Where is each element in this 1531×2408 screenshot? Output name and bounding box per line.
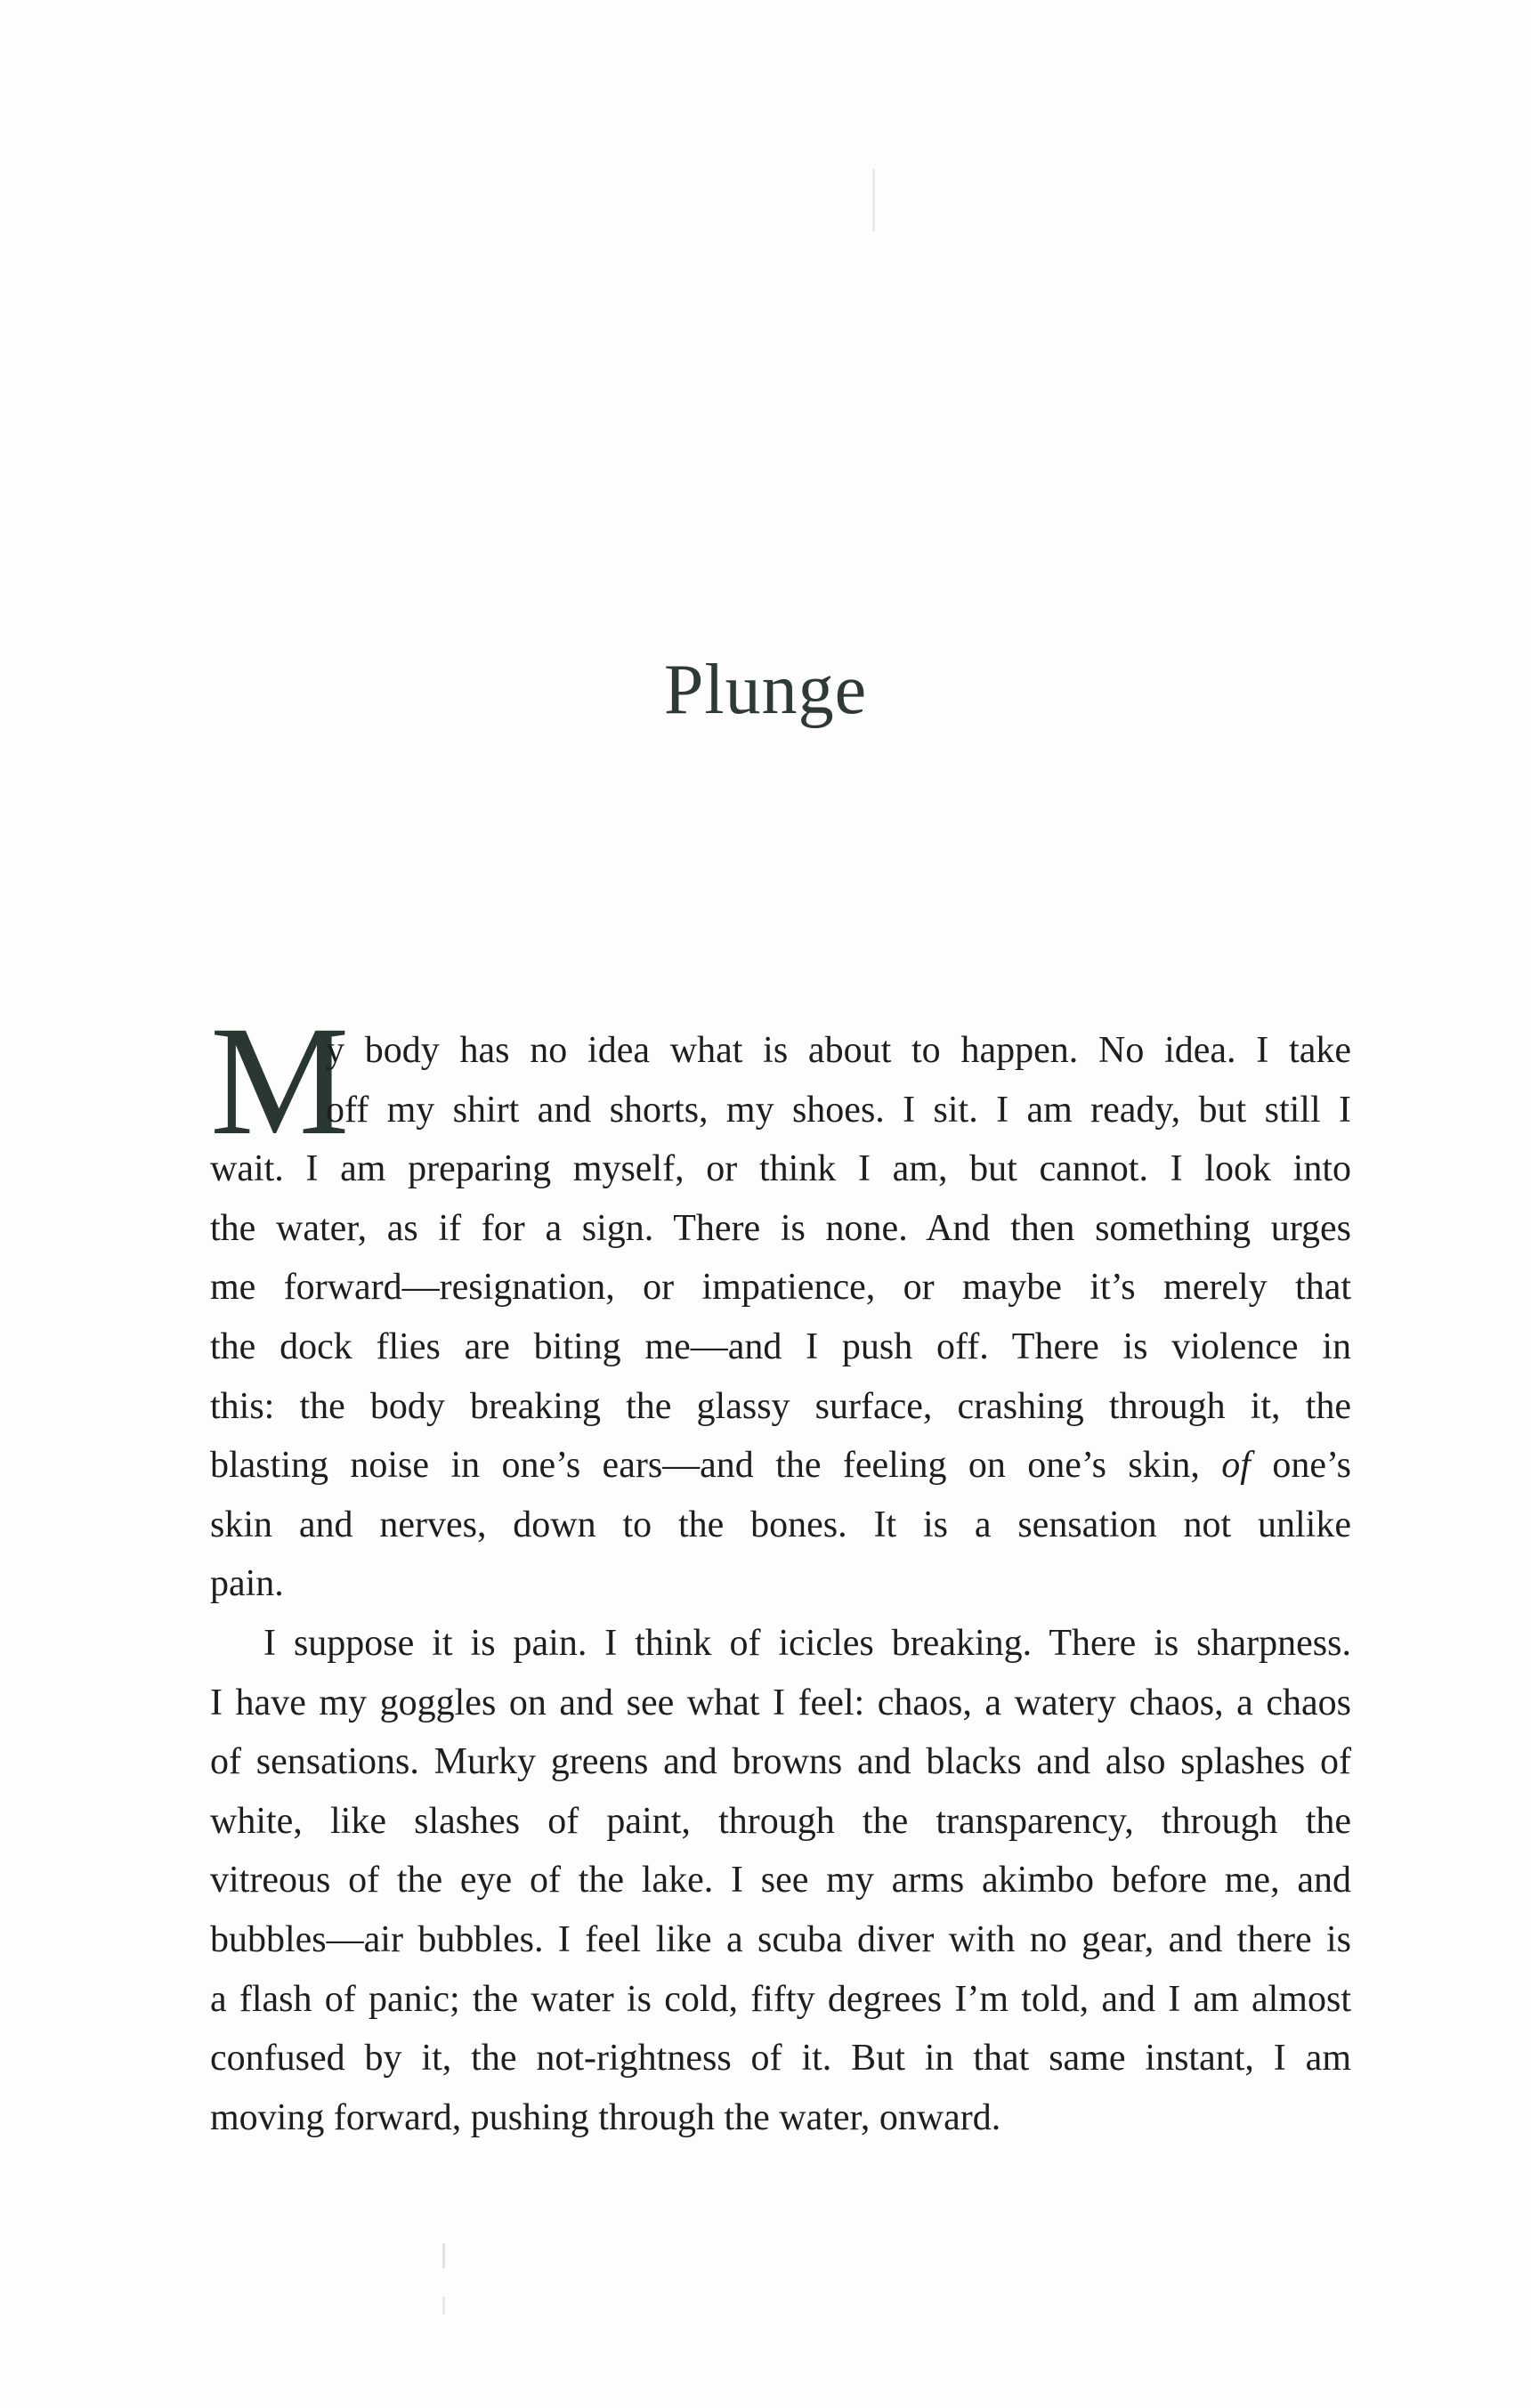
drop-cap: M bbox=[210, 994, 350, 1168]
text-line: of sensations. Murky greens and browns and blacks and also splashes of bbox=[210, 1741, 1351, 1783]
scan-artifact bbox=[442, 2243, 445, 2268]
text-line: moving forward, pushing through the water, onward. bbox=[210, 2096, 1001, 2138]
text-line: me forward—resignation, or impatience, or maybe it’s merely that bbox=[210, 1267, 1351, 1309]
text-line-end: one’s bbox=[1250, 1445, 1351, 1487]
chapter-body bbox=[210, 1021, 1351, 2147]
paragraph-2 bbox=[210, 1614, 1351, 2147]
text-line: this: the body breaking the glassy surface, crashing through it, the bbox=[210, 1385, 1351, 1427]
text-line: confused by it, the not-rightness of it. But in that same instant, I am bbox=[210, 2038, 1351, 2080]
chapter-title: Plunge bbox=[663, 651, 868, 729]
text-line: I have my goggles on and see what I feel: chaos, a watery chaos, a chaos bbox=[210, 1682, 1351, 1723]
paragraph-1 bbox=[210, 1021, 1351, 1614]
text-line: pain. bbox=[210, 1563, 284, 1605]
emphasis-word: of bbox=[1221, 1445, 1251, 1487]
text-line: a flash of panic; the water is cold, fifty degrees I’m told, and I am almost bbox=[210, 1978, 1351, 2020]
text-line: wait. I am preparing myself, or think I am, but cannot. I look into bbox=[210, 1148, 1351, 1190]
text-line: bubbles—air bubbles. I feel like a scuba diver with no gear, and there is bbox=[210, 1918, 1351, 1960]
text-line-start: blasting noise in one’s ears—and the feeling on one’s skin, bbox=[210, 1445, 1222, 1487]
scan-artifact bbox=[442, 2297, 445, 2315]
text-line: off my shirt and shorts, my shoes. I sit. I am ready, but still I bbox=[326, 1089, 1351, 1131]
text-line-with-emphasis bbox=[210, 1436, 1351, 1496]
scan-artifact bbox=[872, 169, 875, 231]
text-line: the dock flies are biting me—and I push off. There is violence in bbox=[210, 1326, 1351, 1367]
text-line: white, like slashes of paint, through the transparency, through the bbox=[210, 1800, 1351, 1842]
text-line: y body has no idea what is about to happen. No idea. I take bbox=[326, 1030, 1351, 1071]
text-line: skin and nerves, down to the bones. It is a sensation not unlike bbox=[210, 1504, 1351, 1545]
text-line: I suppose it is pain. I think of icicles breaking. There is sharpness. bbox=[263, 1622, 1351, 1664]
text-line: vitreous of the eye of the lake. I see my arms akimbo before me, and bbox=[210, 1860, 1351, 1901]
text-line: the water, as if for a sign. There is none. And then something urges bbox=[210, 1207, 1351, 1249]
